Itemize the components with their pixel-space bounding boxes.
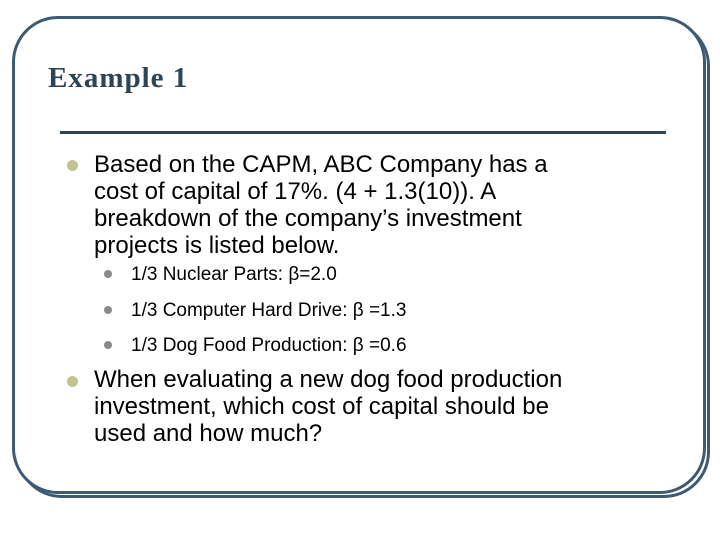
bullet-text-2: When evaluating a new dog food production investment, which cost of capital should be used and how much? — [94, 366, 563, 447]
title-divider — [60, 131, 666, 134]
sub-bullet-icon — [104, 341, 112, 349]
sub-bullet-icon — [104, 306, 112, 314]
sub-bullet-text-2: 1/3 Computer Hard Drive: β =1.3 — [131, 300, 407, 321]
sub-bullet-text-3: 1/3 Dog Food Production: β =0.6 — [131, 335, 407, 356]
slide-title: Example 1 — [48, 62, 189, 94]
sub-bullet-icon — [104, 270, 112, 278]
sub-bullet-text-1: 1/3 Nuclear Parts: β=2.0 — [131, 264, 337, 285]
bullet-icon — [67, 376, 78, 387]
bullet-text-1: Based on the CAPM, ABC Company has a cost of capital of 17%. (4 + 1.3(10)). A breakdown of the company’s investment projects is listed below. — [94, 151, 548, 259]
bullet-icon — [67, 160, 78, 171]
